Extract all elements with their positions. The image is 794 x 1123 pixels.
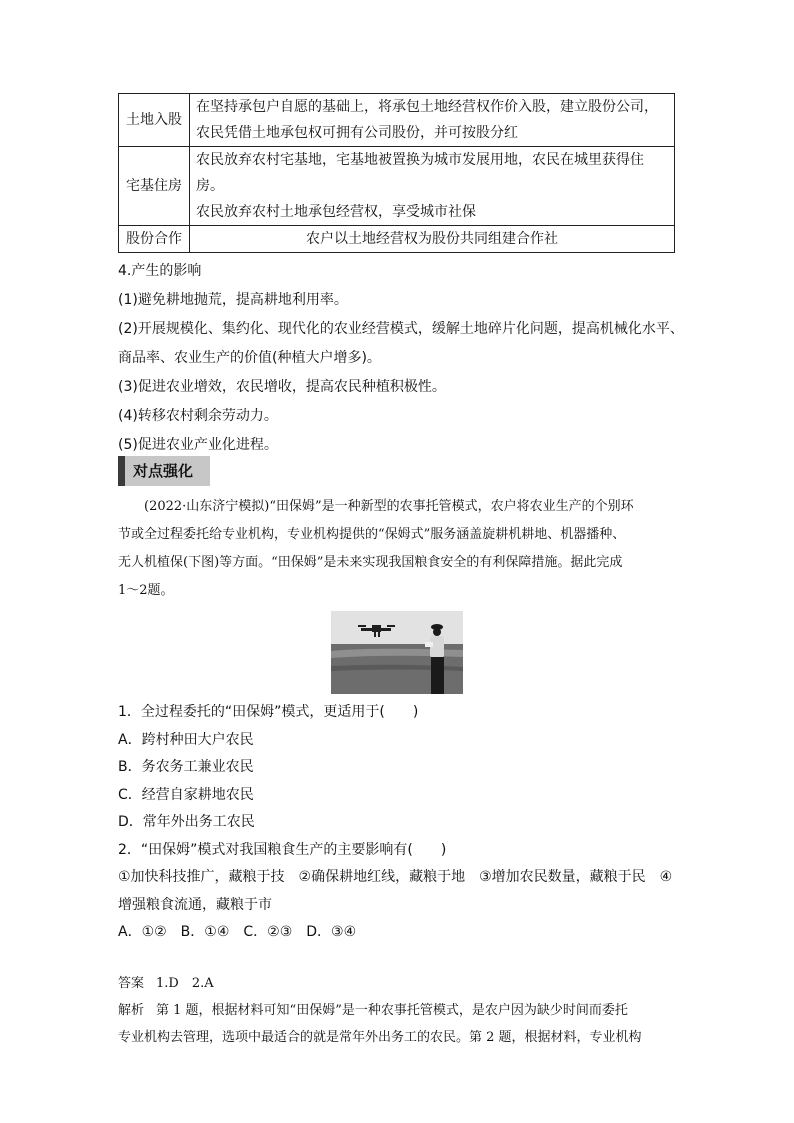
table-row [119, 94, 675, 147]
impact-item: (5)促进农业产业化进程。 [118, 437, 278, 453]
question-options-line: 增强粮食流通，藏粮于市 [118, 896, 272, 913]
answer-explanation [118, 970, 678, 1051]
impact-item: 商品率、农业生产的价值(种植大户增多)。 [118, 350, 381, 366]
section-tag-label: 对点强化 [125, 456, 210, 486]
land-transfer-table [118, 93, 675, 253]
question-stem: 1．全过程委托的“田保姆”模式，更适用于( ) [118, 704, 419, 720]
answer-option: A．①② B．①④ C．②③ D．③④ [118, 924, 357, 940]
intro-line: 节或全过程委托给专业机构，专业机构提供的“保姆式”服务涵盖旋耕机耕地、机器播种、 [118, 527, 626, 542]
impact-item: (1)避免耕地抛荒，提高耕地利用率。 [118, 292, 348, 308]
impact-section [118, 257, 684, 460]
answer-option: B．务农务工兼业农民 [118, 759, 254, 775]
drone-farmer-photo-icon [331, 611, 463, 694]
section-tag [118, 456, 210, 486]
table-key-cell: 股份合作 [119, 226, 190, 253]
table-cell-line: 农民放弃农村宅基地，宅基地被置换为城市发展用地，农民在城里获得住房。 [196, 152, 644, 194]
explanation-line: 专业机构去管理，选项中最适合的就是常年外出务工的农民。第 2 题，根据材料，专业机构 [118, 1030, 642, 1045]
answer-text: 1.D 2.A [156, 976, 214, 991]
section-tag-bar [118, 456, 125, 486]
table-row [119, 147, 675, 226]
intro-line: 1～2题。 [118, 583, 174, 598]
impact-heading: 4.产生的影响 [118, 263, 202, 279]
drone-farmer-photo [331, 611, 463, 694]
question-options-line: ①加快科技推广，藏粮于技 ②确保耕地红线，藏粮于地 ③增加农民数量，藏粮于民 ④ [118, 869, 673, 885]
intro-line: 无人机植保(下图)等方面。“田保姆”是未来实现我国粮食安全的有利保障措施。据此完成 [118, 555, 623, 570]
table-value-cell [190, 147, 675, 226]
explanation-label: 解析 [118, 1003, 145, 1018]
question-stem: 2．“田保姆”模式对我国粮食生产的主要影响有( ) [118, 841, 447, 858]
answer-option: A．跨村种田大户农民 [118, 731, 254, 748]
table-row [119, 226, 675, 253]
table-key-cell: 土地入股 [119, 94, 190, 147]
intro-line: (2022·山东济宁模拟)“田保姆”是一种新型的农事托管模式，农户将农业生产的个别环 [144, 499, 634, 514]
answer-label: 答案 [118, 976, 145, 991]
table-value-cell: 农户以土地经营权为股份共同组建合作社 [190, 226, 675, 253]
answer-option: D．常年外出务工农民 [118, 814, 255, 830]
impact-item: (2)开展规模化、集约化、现代化的农业经营模式，缓解土地碎片化问题，提高机械化水平、 [118, 321, 684, 337]
impact-item: (3)促进农业增效，农民增收，提高农民种植积极性。 [118, 379, 446, 395]
questions-section [118, 699, 678, 947]
impact-item: (4)转移农村剩余劳动力。 [118, 408, 278, 424]
explanation-line [118, 997, 678, 1024]
answer-line [118, 970, 678, 997]
explanation-text: 第 1 题，根据材料可知“田保姆”是一种农事托管模式，是农户因为缺少时间而委托 [156, 1003, 628, 1018]
table-value-cell [190, 94, 675, 147]
intro-paragraph [118, 493, 678, 605]
answer-option: C．经营自家耕地农民 [118, 786, 254, 803]
table-cell-line: 农民凭借土地承包权可拥有公司股份，并可按股分红 [196, 125, 518, 141]
table-cell-line: 在坚持承包户自愿的基础上，将承包土地经营权作价入股，建立股份公司， [196, 99, 658, 115]
table-key-cell: 宅基住房 [119, 147, 190, 226]
table-cell-line: 农民放弃农村土地承包经营权，享受城市社保 [196, 204, 476, 220]
